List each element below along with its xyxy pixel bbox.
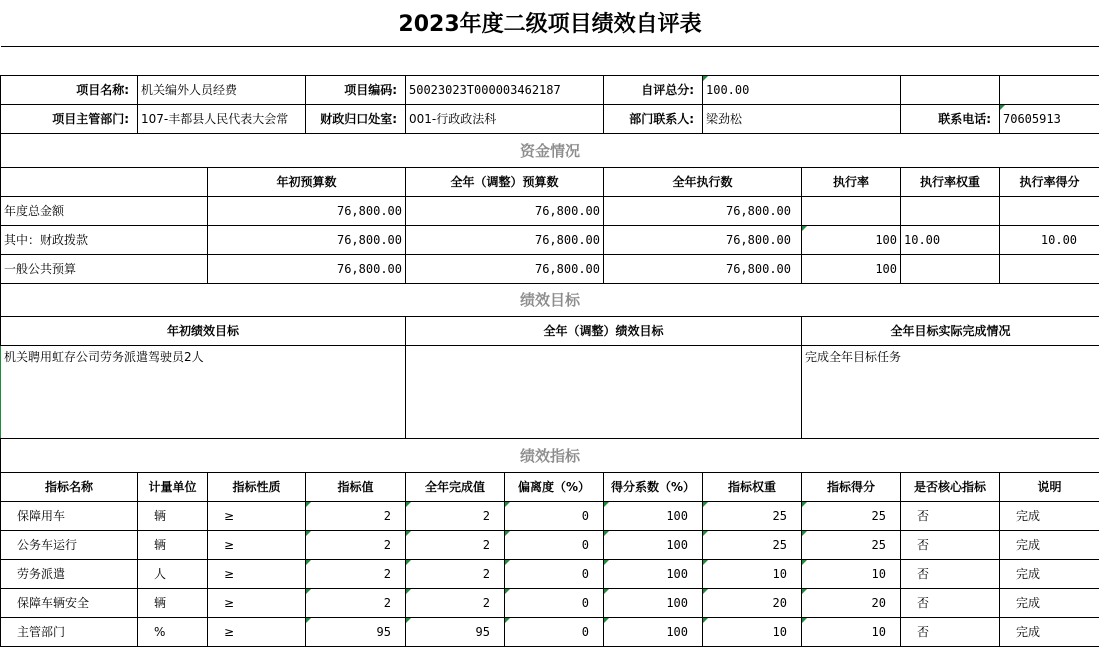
funds-header-adjusted: 全年（调整）预算数: [406, 167, 604, 196]
ind-header-deviation: 偏离度（%）: [505, 472, 604, 501]
funds-initial[interactable]: 76,800.00: [208, 196, 406, 225]
funds-row: [1, 254, 1099, 283]
ind-nature[interactable]: ≥: [208, 588, 306, 617]
funds-header-rate: 执行率: [802, 167, 901, 196]
info-row-1: [1, 75, 1099, 104]
ind-deviation[interactable]: 0: [505, 559, 604, 588]
goals-adjusted-text[interactable]: [406, 345, 802, 438]
ind-name[interactable]: 公务车运行: [1, 530, 138, 559]
project-code-value[interactable]: 50023023T000003462187: [406, 75, 604, 104]
ind-note[interactable]: 完成: [1000, 501, 1099, 530]
ind-done[interactable]: 2: [406, 588, 505, 617]
funds-row-name: 一般公共预算: [1, 254, 208, 283]
project-name-label: 项目名称:: [1, 75, 138, 104]
ind-value[interactable]: 2: [306, 530, 406, 559]
funds-score[interactable]: 10.00: [1000, 225, 1099, 254]
funds-weight[interactable]: 10.00: [901, 225, 1000, 254]
ind-weight[interactable]: 20: [703, 588, 802, 617]
ind-done[interactable]: 2: [406, 501, 505, 530]
ind-score[interactable]: 10: [802, 559, 901, 588]
score-label: 自评总分:: [604, 75, 703, 104]
ind-note[interactable]: 完成: [1000, 617, 1099, 646]
ind-name[interactable]: 保障车辆安全: [1, 588, 138, 617]
ind-score[interactable]: 10: [802, 617, 901, 646]
ind-coefficient[interactable]: 100: [604, 559, 703, 588]
ind-deviation[interactable]: 0: [505, 530, 604, 559]
ind-weight[interactable]: 25: [703, 501, 802, 530]
ind-header-nature: 指标性质: [208, 472, 306, 501]
ind-unit[interactable]: 辆: [138, 501, 208, 530]
ind-score[interactable]: 25: [802, 501, 901, 530]
office-label: 财政归口处室:: [306, 104, 406, 133]
ind-value[interactable]: 2: [306, 501, 406, 530]
funds-rate[interactable]: 100: [802, 225, 901, 254]
project-name-value[interactable]: 机关编外人员经费: [138, 75, 306, 104]
table-row: [1, 617, 1099, 646]
indicators-section-title: 绩效指标: [1, 438, 1099, 472]
table-row: [1, 501, 1099, 530]
funds-header-initial: 年初预算数: [208, 167, 406, 196]
funds-row-name: 其中：财政拨款: [1, 225, 208, 254]
funds-rate[interactable]: 100: [802, 254, 901, 283]
info-row-2: [1, 104, 1099, 133]
funds-weight[interactable]: [901, 196, 1000, 225]
funds-adjusted[interactable]: 76,800.00: [406, 254, 604, 283]
ind-done[interactable]: 2: [406, 530, 505, 559]
ind-coefficient[interactable]: 100: [604, 588, 703, 617]
ind-unit[interactable]: %: [138, 617, 208, 646]
score-value[interactable]: 100.00: [703, 75, 901, 104]
ind-value[interactable]: 2: [306, 559, 406, 588]
funds-executed[interactable]: 76,800.00: [604, 225, 802, 254]
funds-header-weight: 执行率权重: [901, 167, 1000, 196]
ind-nature[interactable]: ≥: [208, 501, 306, 530]
ind-deviation[interactable]: 0: [505, 501, 604, 530]
phone-value[interactable]: 70605913: [1000, 104, 1099, 133]
ind-name[interactable]: 保障用车: [1, 501, 138, 530]
contact-label: 部门联系人:: [604, 104, 703, 133]
ind-weight[interactable]: 10: [703, 617, 802, 646]
goals-initial-text[interactable]: 机关聘用虹存公司劳务派遣驾驶员2人: [1, 345, 406, 438]
phone-label: 联系电话:: [901, 104, 1000, 133]
table-row: [1, 559, 1099, 588]
funds-initial[interactable]: 76,800.00: [208, 254, 406, 283]
project-code-label: 项目编码:: [306, 75, 406, 104]
ind-done[interactable]: 2: [406, 559, 505, 588]
ind-name[interactable]: 劳务派遣: [1, 559, 138, 588]
funds-rate[interactable]: [802, 196, 901, 225]
goals-section-title: 绩效目标: [1, 283, 1099, 316]
funds-header-executed: 全年执行数: [604, 167, 802, 196]
dept-label: 项目主管部门:: [1, 104, 138, 133]
ind-core[interactable]: 否: [901, 501, 1000, 530]
indicators-body: [1, 501, 1099, 646]
funds-executed[interactable]: 76,800.00: [604, 196, 802, 225]
funds-row: [1, 196, 1099, 225]
ind-coefficient[interactable]: 100: [604, 617, 703, 646]
funds-section-title: 资金情况: [1, 133, 1099, 167]
empty-cell[interactable]: [1000, 75, 1099, 104]
ind-core[interactable]: 否: [901, 559, 1000, 588]
ind-score[interactable]: 25: [802, 530, 901, 559]
funds-score[interactable]: [1000, 254, 1099, 283]
ind-nature[interactable]: ≥: [208, 530, 306, 559]
indicators-header-row: [1, 472, 1099, 501]
ind-header-weight: 指标权重: [703, 472, 802, 501]
funds-adjusted[interactable]: 76,800.00: [406, 196, 604, 225]
ind-header-score: 指标得分: [802, 472, 901, 501]
ind-name[interactable]: 主管部门: [1, 617, 138, 646]
ind-note[interactable]: 完成: [1000, 530, 1099, 559]
table-row: [1, 530, 1099, 559]
empty-cell[interactable]: [901, 75, 1000, 104]
ind-header-coefficient: 得分系数（%）: [604, 472, 703, 501]
contact-value[interactable]: 梁劲松: [703, 104, 901, 133]
ind-core[interactable]: 否: [901, 588, 1000, 617]
goals-header-adjusted: 全年（调整）绩效目标: [406, 316, 802, 345]
funds-row-name: 年度总金额: [1, 196, 208, 225]
dept-value[interactable]: 107-丰都县人民代表大会常: [138, 104, 306, 133]
goals-content-row: [1, 345, 1099, 438]
ind-value[interactable]: 2: [306, 588, 406, 617]
ind-nature[interactable]: ≥: [208, 617, 306, 646]
funds-header-score: 执行率得分: [1000, 167, 1099, 196]
ind-note[interactable]: 完成: [1000, 559, 1099, 588]
table-row: [1, 588, 1099, 617]
goals-header-row: [1, 316, 1099, 345]
office-value[interactable]: 001-行政政法科: [406, 104, 604, 133]
goals-header-initial: 年初绩效目标: [1, 316, 406, 345]
ind-header-note: 说明: [1000, 472, 1099, 501]
ind-header-value: 指标值: [306, 472, 406, 501]
ind-header-done: 全年完成值: [406, 472, 505, 501]
ind-coefficient[interactable]: 100: [604, 501, 703, 530]
ind-unit[interactable]: 辆: [138, 530, 208, 559]
ind-header-unit: 计量单位: [138, 472, 208, 501]
ind-unit[interactable]: 辆: [138, 588, 208, 617]
ind-value[interactable]: 95: [306, 617, 406, 646]
ind-header-core: 是否核心指标: [901, 472, 1000, 501]
funds-adjusted[interactable]: 76,800.00: [406, 225, 604, 254]
page-title: 2023年度二级项目绩效自评表: [398, 12, 702, 38]
funds-row: [1, 225, 1099, 254]
ind-score[interactable]: 20: [802, 588, 901, 617]
funds-weight[interactable]: [901, 254, 1000, 283]
goals-header-actual: 全年目标实际完成情况: [802, 316, 1099, 345]
funds-executed[interactable]: 76,800.00: [604, 254, 802, 283]
ind-deviation[interactable]: 0: [505, 588, 604, 617]
ind-core[interactable]: 否: [901, 530, 1000, 559]
ind-deviation[interactable]: 0: [505, 617, 604, 646]
ind-weight[interactable]: 10: [703, 559, 802, 588]
funds-header-row: [1, 167, 1099, 196]
ind-core[interactable]: 否: [901, 617, 1000, 646]
ind-header-name: 指标名称: [1, 472, 138, 501]
funds-header-blank: [1, 167, 208, 196]
spacer-row: [1, 46, 1099, 75]
ind-coefficient[interactable]: 100: [604, 530, 703, 559]
ind-nature[interactable]: ≥: [208, 559, 306, 588]
ind-note[interactable]: 完成: [1000, 588, 1099, 617]
goals-actual-text[interactable]: 完成全年目标任务: [802, 345, 1099, 438]
funds-initial[interactable]: 76,800.00: [208, 225, 406, 254]
ind-unit[interactable]: 人: [138, 559, 208, 588]
funds-score[interactable]: [1000, 196, 1099, 225]
ind-done[interactable]: 95: [406, 617, 505, 646]
ind-weight[interactable]: 25: [703, 530, 802, 559]
